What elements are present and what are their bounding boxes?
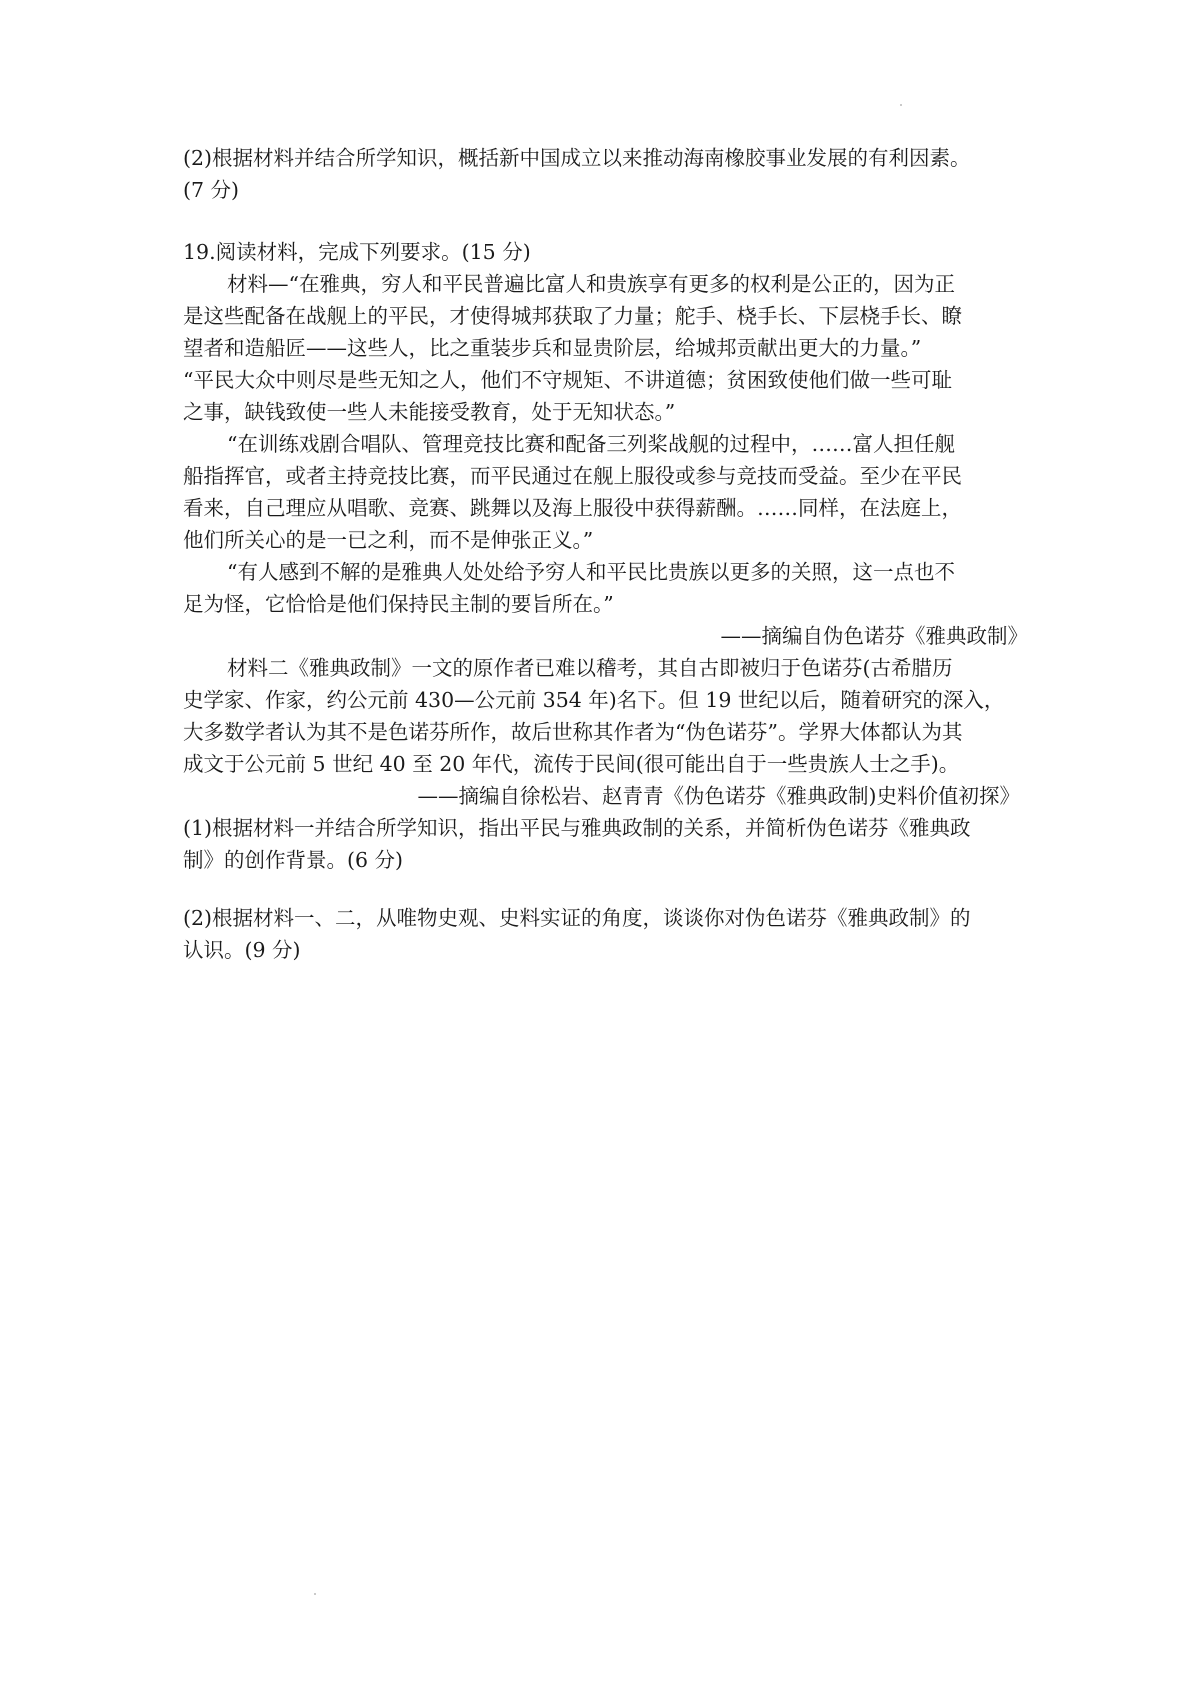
material-2 [183,652,1038,812]
question-text: 认识。(9 分) [183,938,301,962]
material-1-line: 望者和造船匠——这些人，比之重装步兵和显贵阶层，给城邦贡献出更大的力量。” [183,336,922,360]
material-2-line: 成文于公元前 5 世纪 40 至 20 年代，流传于民间(很可能出自于一些贵族人士之手)。 [183,752,960,776]
material-1-line: 足为怪，它恰恰是他们保持民主制的要旨所在。” [183,592,614,616]
question-19-header: 19.阅读材料，完成下列要求。(15 分) [183,240,531,264]
material-2-line: 材料二《雅典政制》一文的原作者已难以稽考，其自古即被归于色诺芬(古希腊历 [227,656,953,680]
material-1-line: 看来，自己理应从唱歌、竞赛、跳舞以及海上服役中获得薪酬。……同样，在法庭上， [183,496,962,520]
scan-speck [314,1593,316,1595]
material-1 [183,268,1038,652]
material-1-line: 船指挥官，或者主持竞技比赛，而平民通过在舰上服役或参与竞技而受益。至少在平民 [183,464,962,488]
scan-speck [900,104,902,106]
question-text: (2)根据材料一、二，从唯物史观、史料实证的角度，谈谈你对伪色诺芬《雅典政制》的 [183,906,971,930]
material-2-line: 大多数学者认为其不是色诺芬所作，故后世称其作者为“伪色诺芬”。学界大体都认为其 [183,720,963,744]
material-1-line: 是这些配备在战舰上的平民，才使得城邦获取了力量；舵手、桡手长、下层桡手长、瞭 [183,304,962,328]
material-1-line: 他们所关心的是一已之利，而不是伸张正义。” [183,528,594,552]
page-content [183,142,1038,966]
question-text: (1)根据材料一并结合所学知识，指出平民与雅典政制的关系，并简析伪色诺芬《雅典政 [183,816,971,840]
material-1-source: ——摘编自伪色诺芬《雅典政制》 [720,624,1028,648]
question-19-part-2 [183,902,1038,966]
question-18-part-2 [183,142,1038,206]
material-1-line: 之事，缺钱致使一些人未能接受教育，处于无知状态。” [183,400,676,424]
material-1-line: “在训练戏剧合唱队、管理竞技比赛和配备三列桨战舰的过程中，……富人担任舰 [227,432,955,456]
question-text: 制》的创作背景。(6 分) [183,848,404,872]
material-2-line: 史学家、作家，约公元前 430—公元前 354 年)名下。但 19 世纪以后，随着研究的深入， [183,688,1005,712]
question-19-part-1 [183,812,1038,876]
material-1-line: “平民大众中则尽是些无知之人，他们不守规矩、不讲道德；贫困致使他们做一些可耻 [183,368,952,392]
material-1-line: “有人感到不解的是雅典人处处给予穷人和平民比贵族以更多的关照，这一点也不 [227,560,955,584]
question-score: (7 分) [183,178,240,202]
question-19 [183,236,1038,966]
question-text: (2)根据材料并结合所学知识，概括新中国成立以来推动海南橡胶事业发展的有利因素。 [183,146,971,170]
material-1-line: 材料—“在雅典，穷人和平民普遍比富人和贵族享有更多的权利是公正的，因为正 [227,272,955,296]
material-2-source: ——摘编自徐松岩、赵青青《伪色诺芬《雅典政制)史料价值初探》 [417,784,1020,808]
